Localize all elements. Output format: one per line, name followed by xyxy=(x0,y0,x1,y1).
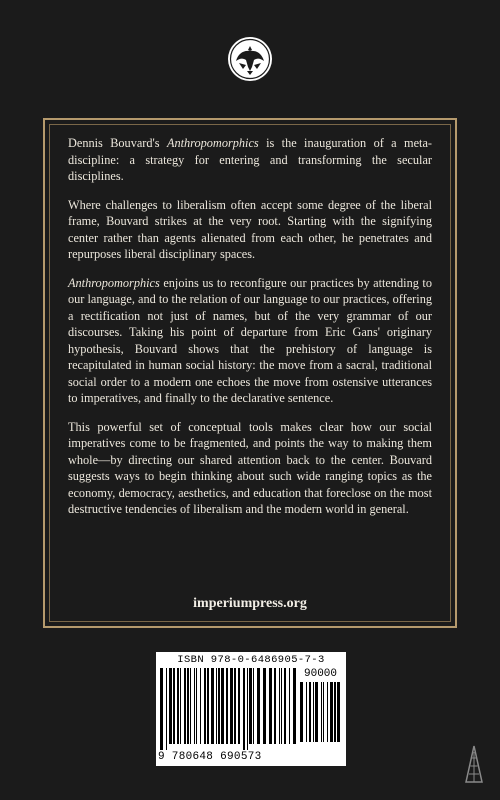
barcode-bar xyxy=(257,668,260,744)
paragraph-2: Where challenges to liberalism often accept some degree of the liberal frame, Bouvard strikes at the very root. Starting with the signifying center rather than agents alienated from each other, he penetrates and repurposes liberal disciplinary spaces. xyxy=(68,197,432,261)
barcode-bar xyxy=(263,668,266,744)
barcode-bar xyxy=(243,668,245,750)
barcode-bar xyxy=(253,668,254,744)
barcode-bar xyxy=(274,668,276,744)
publisher-logo-icon xyxy=(463,744,485,784)
barcode-bar xyxy=(160,668,163,750)
barcode-bar xyxy=(238,668,240,744)
barcode-bar xyxy=(279,668,280,744)
barcode-bar xyxy=(230,668,233,744)
barcode-bar xyxy=(300,682,303,742)
barcode-bar xyxy=(221,668,224,744)
barcode-bar xyxy=(184,668,186,744)
barcode-bar xyxy=(204,668,206,744)
barcode-bar xyxy=(323,682,324,742)
barcode-bar xyxy=(334,682,336,742)
barcode-bar xyxy=(293,668,296,744)
barcode-bar xyxy=(249,668,252,744)
barcode-bar xyxy=(327,682,328,742)
ean-digits: 9 780648 690573 xyxy=(158,751,262,763)
barcode-bar xyxy=(180,668,181,744)
barcode-bar xyxy=(289,668,290,744)
barcode-bar xyxy=(247,668,248,750)
barcode-bar xyxy=(269,668,272,744)
barcode-bar xyxy=(315,682,318,742)
barcode-bar xyxy=(194,668,195,744)
barcode-bar xyxy=(306,682,307,742)
barcode-bar xyxy=(207,668,209,744)
ean-barcode-icon xyxy=(160,668,300,750)
barcode-bar xyxy=(196,668,197,744)
supplement-barcode-icon xyxy=(300,682,344,748)
barcode-bar xyxy=(211,668,214,744)
eagle-emblem-icon xyxy=(227,36,273,82)
barcode-bar xyxy=(200,668,201,744)
publisher-website[interactable]: imperiumpress.org xyxy=(193,596,307,611)
barcode-bar xyxy=(284,668,286,744)
barcode-bar xyxy=(226,668,228,744)
barcode-bar xyxy=(190,668,191,744)
barcode-bar xyxy=(337,682,340,742)
barcode-bar xyxy=(216,668,217,744)
barcode-bar xyxy=(169,668,172,744)
description-text xyxy=(68,135,432,518)
barcode-bar xyxy=(330,682,333,742)
barcode-bar xyxy=(313,682,314,742)
barcode-bar xyxy=(177,668,179,744)
barcode-bar xyxy=(281,668,282,744)
barcode-bar xyxy=(234,668,236,744)
barcode-bar xyxy=(166,668,167,750)
barcode-block xyxy=(156,652,346,766)
barcode-bar xyxy=(218,668,220,744)
paragraph-1: Dennis Bouvard's Anthropomorphics is the inauguration of a meta-discipline: a strategy for entering and transforming the secular disciplines. xyxy=(68,136,433,183)
supplement-code: 90000 xyxy=(304,668,338,680)
barcode-bar xyxy=(173,668,175,744)
barcode-bar xyxy=(321,682,322,742)
barcode-bar xyxy=(187,668,189,744)
barcode-bar xyxy=(309,682,311,742)
paragraph-4: This powerful set of conceptual tools makes clear how our social imperatives come to be fragmented, and points the way to making them whole—by directing our shared attention back to the center. Bouvard suggests ways to begin thinking about such wide ranging topics as the economy, democracy, aesthetics, and education that foreclose on the most destructive tendencies of liberalism and the modern world in general. xyxy=(68,419,432,516)
paragraph-3: Anthropomorphics enjoins us to reconfigure our practices by attending to our language, and to the relation of our language to our practices, offering a rectification not just of names, but of the very grammar of our discourses. Taking his point of departure from Eric Gans' originary hypothesis, Bouvard shows that the prehistory of language is recapitulated in human social history: the move from a sacral, traditional social order to a modern one echoes the move from ostensive utterances to imperatives, and finally to the declarative sentence. xyxy=(68,275,432,405)
isbn-label: ISBN 978-0-6486905-7-3 xyxy=(177,654,325,666)
